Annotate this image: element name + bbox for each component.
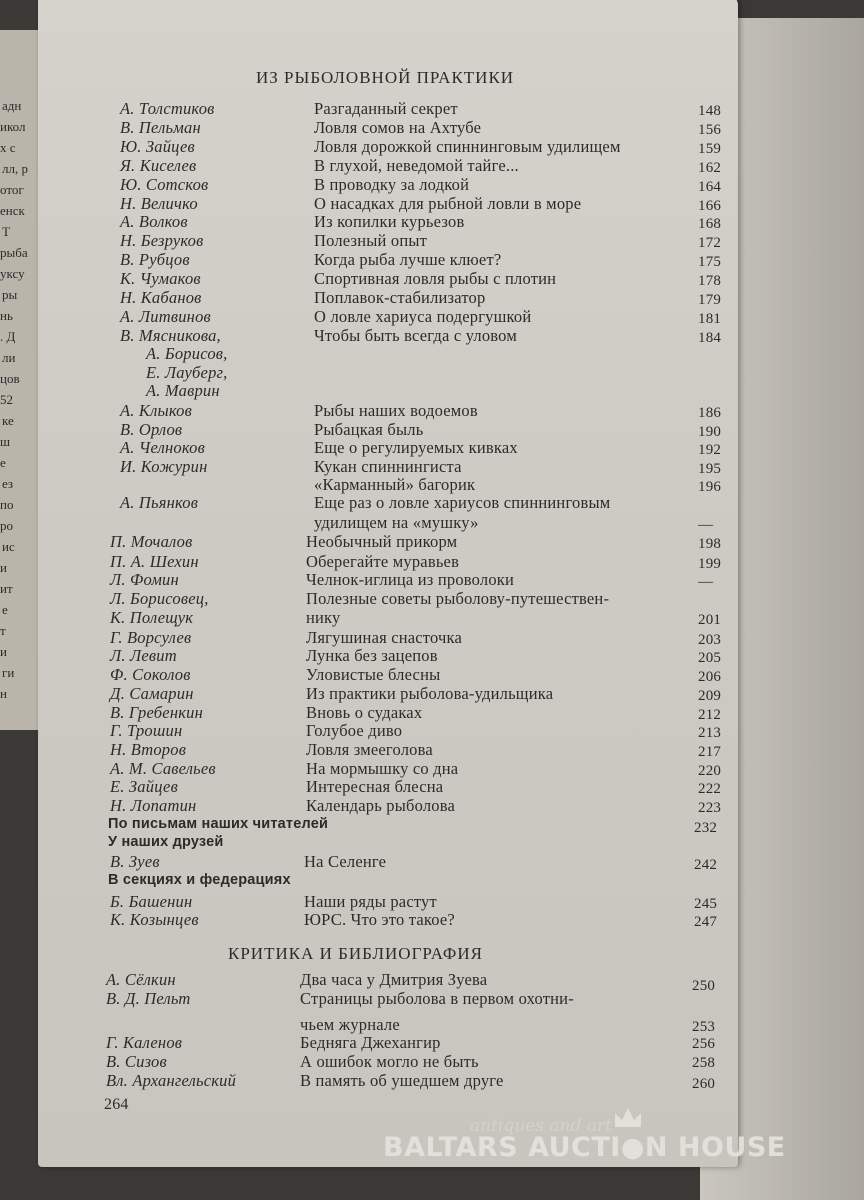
toc-entry-author: Н. Кабанов xyxy=(120,288,202,307)
toc-entry-page: 260 xyxy=(692,1076,716,1092)
toc-entry-title: Из практики рыболова-удильщика xyxy=(306,684,554,703)
toc-entry-author: Н. Безруков xyxy=(120,231,204,250)
watermark-tagline: antiques and art xyxy=(470,1116,612,1136)
toc-entry-title: Календарь рыболова xyxy=(306,796,456,815)
toc-entry-title: Оберегайте муравьев xyxy=(306,552,460,571)
toc-entry-title: ЮРС. Что это такое? xyxy=(304,910,455,929)
left-page-text-fragment: т xyxy=(0,623,6,638)
left-page-text-fragment: икол xyxy=(0,119,26,134)
toc-entry-title: Два часа у Дмитрия Зуева xyxy=(300,970,488,989)
toc-entry-page: 205 xyxy=(698,650,722,666)
toc-entry-title: Поплавок-стабилизатор xyxy=(314,288,486,307)
toc-entry-author: Л. Борисовец, xyxy=(110,589,209,608)
watermark-brand: BALTARS AUCTI●N HOUSE xyxy=(383,1132,786,1163)
left-page-text-fragment: ро xyxy=(0,518,13,533)
toc-entry-author: В. Пельман xyxy=(120,118,201,137)
toc-entry-page: 223 xyxy=(698,800,722,816)
toc-entry-page: 184 xyxy=(698,330,722,346)
toc-entry-page: 172 xyxy=(698,235,722,251)
toc-entry-title: В память об ушедшем друге xyxy=(300,1071,504,1090)
toc-entry-title: Вновь о судаках xyxy=(306,703,423,722)
left-page-text-fragment: адн xyxy=(2,98,22,113)
left-page-text-fragment: отог xyxy=(0,182,24,197)
left-page-text-fragment: ры xyxy=(2,287,18,302)
toc-entry-author: А. Толстиков xyxy=(120,99,215,118)
toc-entry-page: 209 xyxy=(698,688,722,704)
toc-entry-author: В. Гребенкин xyxy=(110,703,203,722)
left-page-text-fragment: е xyxy=(2,602,8,617)
toc-entry-author: П. А. Шехин xyxy=(110,552,199,571)
toc-entry-title: Ловля змееголова xyxy=(306,740,433,759)
toc-entry-page: 199 xyxy=(698,556,722,572)
left-page-text-fragment: лл, р xyxy=(2,161,28,176)
subsection-heading: По письмам наших читателей xyxy=(108,816,329,832)
toc-entry-page: 181 xyxy=(698,311,722,327)
toc-entry-author: А. Челноков xyxy=(120,438,205,457)
left-page-text-fragment: ш xyxy=(0,434,11,449)
toc-entry-title: Еще раз о ловле хариусов спиннинговым xyxy=(314,493,611,512)
toc-entry-author: В. Орлов xyxy=(120,420,183,439)
left-page-text-fragment: нь xyxy=(0,308,13,323)
left-page-text-fragment: уксу xyxy=(0,266,25,281)
toc-entry-page: 256 xyxy=(692,1036,716,1052)
left-page-text-fragment: цов xyxy=(0,371,20,386)
toc-entry-page: 162 xyxy=(698,160,722,176)
toc-entry-author: Я. Киселев xyxy=(120,156,197,175)
toc-entry-title: Рыбы наших водоемов xyxy=(314,401,478,420)
toc-entry-title: Наши ряды растут xyxy=(304,892,437,911)
toc-entry-page: — xyxy=(698,574,714,590)
toc-entry-author: И. Кожурин xyxy=(120,457,208,476)
toc-entry-page: 247 xyxy=(694,914,718,930)
left-page-text-fragment: х с xyxy=(0,140,16,155)
left-page-text-fragment: рыба xyxy=(0,245,28,260)
toc-entry-title: Чтобы быть всегда с уловом xyxy=(314,326,517,345)
left-page-text-fragment: н xyxy=(0,686,7,701)
toc-entry-page: 168 xyxy=(698,216,722,232)
toc-entry-author: В. Д. Пельт xyxy=(106,989,191,1008)
toc-entry-page: 258 xyxy=(692,1055,716,1071)
toc-entry-author: Д. Самарин xyxy=(110,684,194,703)
toc-entry-page: 178 xyxy=(698,273,722,289)
toc-entry-title: Полезные советы рыболову-путешествен- xyxy=(306,589,610,608)
table-of-contents xyxy=(38,0,738,1168)
toc-entry-author: Е. Зайцев xyxy=(110,777,178,796)
toc-entry-author: К. Полещук xyxy=(110,608,194,627)
left-page-text-fragment: ке xyxy=(2,413,14,428)
toc-entry-title: Полезный опыт xyxy=(314,231,428,250)
left-page-text-fragment: и xyxy=(0,644,7,659)
toc-entry-title: Еще о регулируемых кивках xyxy=(314,438,518,457)
toc-entry-title: Уловистые блесны xyxy=(306,665,441,684)
toc-entry-author: Б. Башенин xyxy=(110,892,193,911)
left-page-text-fragment: ис xyxy=(2,539,15,554)
toc-entry-page: 192 xyxy=(698,442,722,458)
toc-entry-title: Из копилки курьезов xyxy=(314,212,465,231)
toc-entry-page: 186 xyxy=(698,405,722,421)
toc-entry-title: О ловле хариуса подергушкой xyxy=(314,307,532,326)
toc-entry-author: В. Мясникова, xyxy=(120,326,221,345)
toc-entry-title: Кукан спиннингиста xyxy=(314,457,462,476)
toc-entry-page: 212 xyxy=(698,707,722,723)
toc-entry-page: 148 xyxy=(698,103,722,119)
toc-entry-author: Г. Каленов xyxy=(106,1033,183,1052)
toc-entry-author: Е. Лауберг, xyxy=(146,363,228,382)
toc-entry-title: «Карманный» багорик xyxy=(314,475,476,494)
left-page-text-fragment: ез xyxy=(2,476,14,491)
toc-entry-page: 164 xyxy=(698,179,722,195)
toc-entry-page: 175 xyxy=(698,254,722,270)
toc-entry-author: Н. Второв xyxy=(110,740,187,759)
toc-entry-title: Лунка без зацепов xyxy=(306,646,438,665)
toc-entry-page: 159 xyxy=(698,141,722,157)
toc-entry-author: Н. Величко xyxy=(120,194,198,213)
toc-entry-page: 232 xyxy=(694,820,718,836)
section-title: ИЗ РЫБОЛОВНОЙ ПРАКТИКИ xyxy=(256,68,515,87)
toc-entry-title: Интересная блесна xyxy=(306,777,444,796)
toc-entry-author: А. М. Савельев xyxy=(110,759,216,778)
toc-entry-author: А. Борисов, xyxy=(146,344,228,363)
toc-entry-author: В. Зуев xyxy=(110,852,160,871)
toc-entry-title: удилищем на «мушку» xyxy=(314,513,479,532)
toc-entry-title: Когда рыба лучше клюет? xyxy=(314,250,502,269)
toc-entry-page: 201 xyxy=(698,612,722,628)
left-page-text-fragment: ли xyxy=(2,350,16,365)
toc-entry-title: Бедняга Джехангир xyxy=(300,1033,441,1052)
left-page-text-fragment: ги xyxy=(2,665,15,680)
toc-entry-page: 253 xyxy=(692,1019,716,1035)
toc-entry-author: А. Литвинов xyxy=(120,307,211,326)
toc-entry-page: 190 xyxy=(698,424,722,440)
left-facing-page xyxy=(0,30,40,730)
toc-entry-author: А. Маврин xyxy=(146,381,220,400)
toc-entry-page: 166 xyxy=(698,198,722,214)
toc-entry-author: Ю. Сотсков xyxy=(120,175,209,194)
toc-entry-author: Г. Ворсулев xyxy=(110,628,192,647)
toc-entry-author: А. Клыков xyxy=(120,401,192,420)
toc-entry-author: Ю. Зайцев xyxy=(120,137,195,156)
toc-entry-title: Спортивная ловля рыбы с плотин xyxy=(314,269,557,288)
left-page-text-fragment: енск xyxy=(0,203,25,218)
left-page-text-fragment: и xyxy=(0,560,7,575)
page-number: 264 xyxy=(104,1096,129,1113)
toc-entry-title: На мормышку со дна xyxy=(306,759,459,778)
left-page-text-fragment: . Д xyxy=(0,329,16,344)
toc-entry-author: А. Пьянков xyxy=(120,493,199,512)
toc-entry-title: Ловля сомов на Ахтубе xyxy=(314,118,482,137)
toc-entry-title: нику xyxy=(306,608,341,627)
toc-entry-author: Ф. Соколов xyxy=(110,665,191,684)
toc-entry-author: В. Рубцов xyxy=(120,250,190,269)
left-page-text-fragment: е xyxy=(0,455,6,470)
toc-entry-author: Л. Фомин xyxy=(110,570,179,589)
left-page-text-fragment: по xyxy=(0,497,14,512)
toc-entry-title: А ошибок могло не быть xyxy=(300,1052,479,1071)
toc-entry-author: К. Козынцев xyxy=(110,910,199,929)
toc-entry-page: 222 xyxy=(698,781,722,797)
toc-entry-page: — xyxy=(698,517,714,533)
toc-entry-page: 203 xyxy=(698,632,722,648)
toc-entry-page: 198 xyxy=(698,536,722,552)
toc-entry-title: Челнок-иглица из проволоки xyxy=(306,570,515,589)
toc-entry-title: О насадках для рыбной ловли в море xyxy=(314,194,582,213)
toc-entry-author: А. Волков xyxy=(120,212,188,231)
toc-entry-author: П. Мочалов xyxy=(110,532,193,551)
toc-entry-page: 250 xyxy=(692,978,716,994)
toc-entry-page: 213 xyxy=(698,725,722,741)
toc-entry-author: В. Сизов xyxy=(106,1052,167,1071)
toc-entry-page: 179 xyxy=(698,292,722,308)
toc-entry-page: 156 xyxy=(698,122,722,138)
toc-entry-title: На Селенге xyxy=(304,852,387,871)
toc-entry-title: Страницы рыболова в первом охотни- xyxy=(300,989,574,1008)
section-title: КРИТИКА И БИБЛИОГРАФИЯ xyxy=(228,944,483,963)
toc-entry-author: К. Чумаков xyxy=(120,269,201,288)
toc-entry-page: 195 xyxy=(698,461,722,477)
toc-entry-title: Ловля дорожкой спиннинговым удилищем xyxy=(314,137,621,156)
toc-entry-title: Разгаданный секрет xyxy=(314,99,458,118)
toc-entry-author: А. Сёлкин xyxy=(106,970,176,989)
crown-logo-icon xyxy=(612,1105,644,1131)
left-page-text-fragment: Т xyxy=(2,224,10,239)
toc-entry-title: В глухой, неведомой тайге... xyxy=(314,156,519,175)
toc-entry-author: Вл. Архангельский xyxy=(106,1071,237,1090)
toc-entry-title: Рыбацкая быль xyxy=(314,420,424,439)
subsection-heading: В секциях и федерациях xyxy=(108,872,291,888)
toc-entry-author: Н. Лопатин xyxy=(110,796,197,815)
toc-entry-page: 220 xyxy=(698,763,722,779)
toc-entry-page: 245 xyxy=(694,896,718,912)
subsection-heading: У наших друзей xyxy=(108,834,224,850)
toc-entry-author: Л. Левит xyxy=(110,646,177,665)
toc-entry-title: Голубое диво xyxy=(306,721,403,740)
toc-entry-page: 217 xyxy=(698,744,722,760)
toc-entry-title: чьем журнале xyxy=(300,1015,400,1034)
toc-entry-title: Необычный прикорм xyxy=(306,532,458,551)
left-page-text-fragment: ит xyxy=(0,581,13,596)
toc-entry-author: Г. Трошин xyxy=(110,721,183,740)
toc-entry-title: Лягушиная снасточка xyxy=(306,628,463,647)
toc-entry-page: 206 xyxy=(698,669,722,685)
left-page-text-fragment: 52 xyxy=(0,392,13,407)
toc-entry-page: 196 xyxy=(698,479,722,495)
toc-entry-page: 242 xyxy=(694,857,718,873)
toc-entry-title: В проводку за лодкой xyxy=(314,175,470,194)
